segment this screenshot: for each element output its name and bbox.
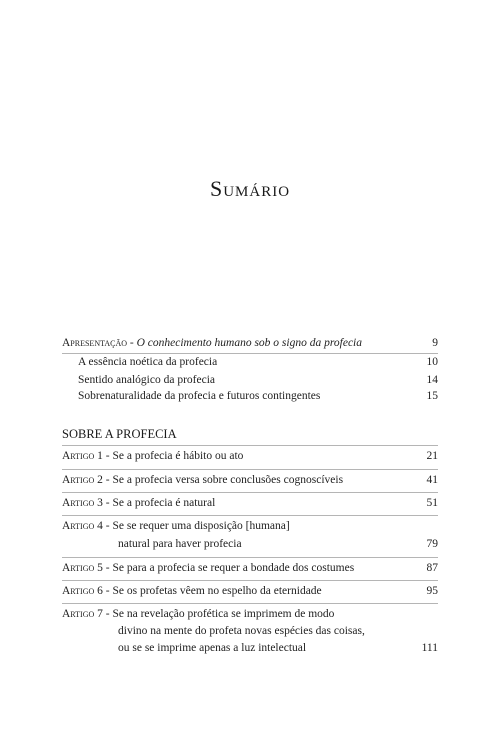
toc-entry-label: A essência noética da profecia <box>78 356 218 368</box>
divider <box>62 353 438 354</box>
divider <box>62 515 438 516</box>
article-prefix: Artigo 2 <box>62 474 103 486</box>
toc-page-number: 87 <box>426 562 438 574</box>
toc-page-number: 15 <box>426 390 438 402</box>
article-title-continuation: natural para haver profecia <box>118 538 242 550</box>
article-title: - Se para a profecia se requer a bondade dos costumes <box>102 562 355 574</box>
divider <box>62 603 438 604</box>
toc-page-number: 10 <box>426 356 438 368</box>
toc-entry-label: Sentido analógico da profecia <box>78 374 215 386</box>
divider <box>62 580 438 581</box>
divider <box>62 469 438 470</box>
article-prefix: Artigo 3 <box>62 497 103 509</box>
toc-entry-label: Apresentação - O conhecimento humano sob o signo da profecia <box>62 337 362 349</box>
article-title-continuation: divino na mente do profeta novas espécies das coisas, <box>118 625 365 637</box>
section-title: SOBRE A PROFECIA <box>62 427 177 441</box>
article-prefix: Artigo 7 <box>62 608 103 620</box>
article-title: - Se os profetas vêem no espelho da eternidade <box>102 585 322 597</box>
toc-page-number: 51 <box>426 497 438 509</box>
toc-page-number: 79 <box>426 538 438 550</box>
toc-page-number: 95 <box>426 585 438 597</box>
article-prefix: Artigo 1 <box>62 450 103 462</box>
article-title: - Se se requer uma disposição [humana] <box>102 520 290 532</box>
article-title: - Se na revelação profética se imprimem de modo <box>102 608 335 620</box>
article-prefix: Artigo 4 <box>62 520 103 532</box>
divider <box>62 445 438 446</box>
article-title: - Se a profecia é hábito ou ato <box>102 450 244 462</box>
page-title: Sumário <box>209 176 291 201</box>
toc-page-number: 111 <box>421 642 438 654</box>
divider <box>62 557 438 558</box>
article-title-continuation: ou se se imprime apenas a luz intelectual <box>118 642 307 654</box>
article-prefix: Artigo 6 <box>62 585 103 597</box>
toc-entry-label: Sobrenaturalidade da profecia e futuros contingentes <box>78 390 321 402</box>
toc-page-number: 9 <box>432 337 438 349</box>
divider <box>62 492 438 493</box>
article-title: - Se a profecia é natural <box>102 497 216 509</box>
toc-page-number: 41 <box>426 474 438 486</box>
article-title: - Se a profecia versa sobre conclusões cognoscíveis <box>102 474 344 486</box>
toc-page-number: 14 <box>426 374 438 386</box>
toc-page-number: 21 <box>426 450 438 462</box>
article-prefix: Artigo 5 <box>62 562 103 574</box>
